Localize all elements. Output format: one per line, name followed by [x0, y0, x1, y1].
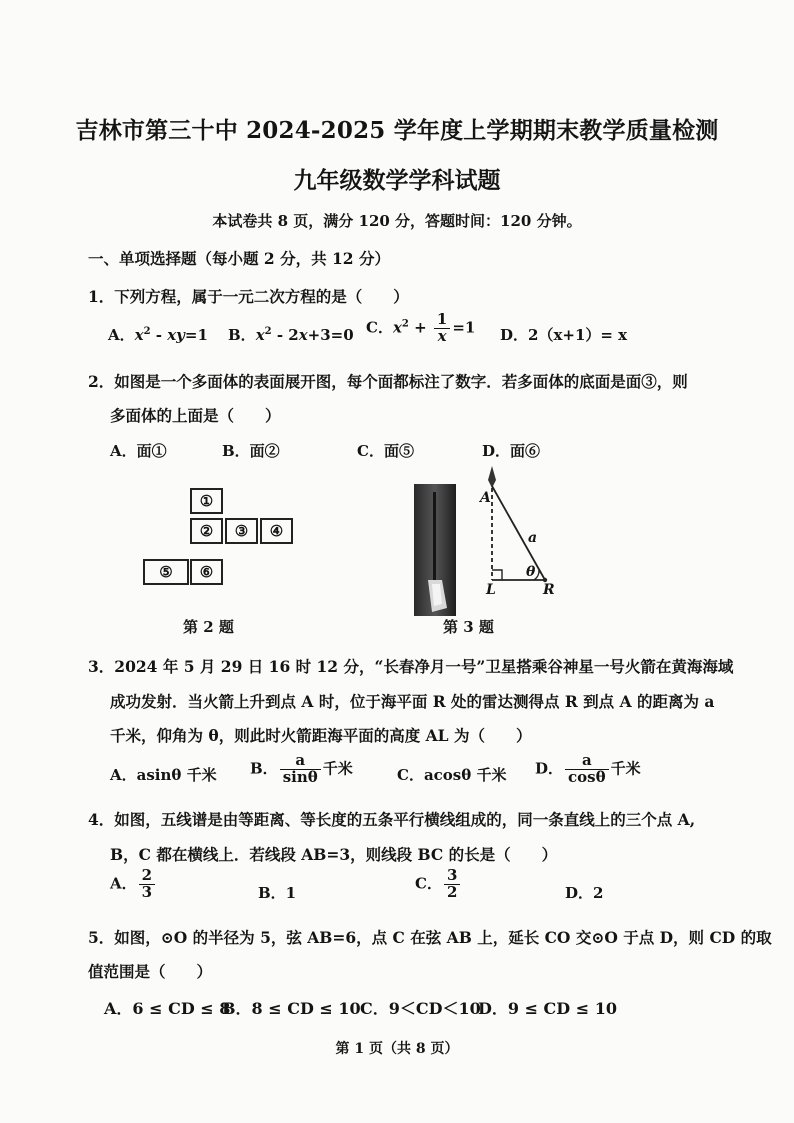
q5-stem-line1: 5．如图，⊙O 的半径为 5，弦 AB=6，点 C 在弦 AB 上，延长 CO 交⊙O 于点 D，则 CD 的取	[88, 928, 772, 947]
q1-option-a-label: A．	[108, 326, 135, 344]
q5-stem-line2: 值范围是（ ）	[88, 962, 213, 981]
q3-stem-line3: 千米，仰角为 θ，则此时火箭距海平面的高度 AL 为（ ）	[110, 726, 532, 745]
q5-option-a: A．6 ≤ CD ≤ 8	[104, 999, 231, 1018]
q3-option-b	[250, 753, 353, 786]
q4-option-b: B．1	[258, 884, 297, 902]
q5-option-d: D．9 ≤ CD ≤ 10	[478, 999, 617, 1018]
q4-option-c-numerator: 3	[444, 868, 460, 885]
net-face-2: ②	[190, 518, 223, 544]
q1-option-d: D．2（x+1）= x	[500, 326, 628, 344]
q3-option-b-unit: 千米	[322, 759, 353, 778]
q4-stem-line2: B，C 都在横线上．若线段 AB=3，则线段 BC 的长是（ ）	[110, 845, 558, 864]
q5-option-c: C．9＜CD＜10	[360, 999, 481, 1018]
q3-option-b-numerator: a	[280, 753, 321, 770]
q1-option-a: A．$x^2 - xy=1$	[108, 326, 208, 344]
q3-option-b-denominator: sinθ	[282, 767, 318, 786]
net-face-6: ⑥	[190, 559, 223, 585]
q4-option-a-numerator: 2	[139, 868, 155, 885]
rocket-tip-icon	[488, 466, 496, 488]
q3-label-r: R	[543, 582, 555, 598]
q2-stem-line1: 2．如图是一个多面体的表面展开图，每个面都标注了数字．若多面体的底面是面③，则	[88, 372, 688, 391]
q3-label-theta: θ	[526, 564, 536, 580]
q2-stem-line2: 多面体的上面是（ ）	[110, 406, 281, 425]
q3-option-d-numerator: a	[565, 753, 609, 770]
q1-option-b-label: B．	[228, 326, 256, 344]
q4-stem-line1: 4．如图，五线谱是由等距离、等长度的五条平行横线组成的，同一条直线上的三个点 A,	[88, 810, 696, 829]
q4-option-c	[415, 868, 462, 901]
q5-option-b: B．8 ≤ CD ≤ 10	[222, 999, 361, 1018]
net-face-4: ④	[260, 518, 293, 544]
q1-option-c-numerator: 1	[434, 312, 450, 329]
figure-caption-q2: 第 2 题	[183, 618, 234, 636]
q2-option-b: B．面②	[222, 442, 280, 460]
q1-option-b: B．$x^2 - 2x+3=0$	[228, 326, 354, 344]
q3-option-d	[535, 753, 641, 786]
right-angle-mark	[492, 570, 502, 580]
q3-option-b-label: B．	[250, 759, 278, 778]
q3-label-a-point: A	[480, 490, 491, 506]
q2-option-c: C．面⑤	[357, 442, 414, 460]
q3-stem-line2: 成功发射．当火箭上升到点 A 时，位于海平面 R 处的雷达测得点 R 到点 A 的距离为 a	[110, 692, 715, 711]
q4-option-d: D．2	[565, 884, 604, 902]
section-heading: 一、单项选择题（每小题 2 分，共 12 分）	[88, 249, 390, 268]
exam-subtitle: 九年级数学学科试题	[293, 167, 501, 194]
exam-info: 本试卷共 8 页，满分 120 分，答题时间：120 分钟。	[212, 212, 582, 230]
q3-option-d-unit: 千米	[610, 759, 641, 778]
q4-option-c-label: C．	[415, 874, 442, 893]
q1-option-c-denominator: x	[437, 326, 447, 345]
q3-stem-line1: 3．2024 年 5 月 29 日 16 时 12 分，“长春净月一号”卫星搭乘谷神星一号火箭在黄海海域	[88, 657, 734, 676]
page-footer: 第 1 页（共 8 页）	[335, 1041, 459, 1057]
q4-option-c-fraction	[444, 868, 460, 901]
q3-label-a-length: a	[528, 530, 538, 546]
q3-triangle-figure	[470, 462, 580, 602]
q1-option-c-fraction	[434, 312, 450, 345]
exam-title: 吉林市第三十中 2024-2025 学年度上学期期末教学质量检测	[75, 117, 719, 144]
net-face-3: ③	[225, 518, 258, 544]
figure-caption-q3: 第 3 题	[443, 618, 494, 636]
q4-option-a	[110, 868, 157, 901]
q1-option-c: C．$x^2$ + $\frac{1}{x}$ =1	[366, 310, 476, 345]
q2-option-d: D．面⑥	[482, 442, 541, 460]
q3-option-d-denominator: cosθ	[568, 767, 606, 786]
q3-label-l: L	[486, 582, 496, 598]
net-face-5: ⑤	[143, 559, 189, 585]
rocket-photo	[414, 484, 456, 616]
q4-option-a-denominator: 3	[141, 882, 153, 901]
net-face-1: ①	[190, 488, 223, 514]
q3-option-d-fraction	[565, 753, 609, 786]
q3-option-d-label: D．	[535, 759, 564, 778]
q3-option-a: A．asinθ 千米	[110, 766, 217, 784]
q4-option-c-denominator: 2	[446, 882, 458, 901]
q4-option-a-fraction	[139, 868, 155, 901]
q3-option-c: C．acosθ 千米	[397, 766, 507, 784]
q2-option-a: A．面①	[110, 442, 167, 460]
q4-option-a-label: A．	[110, 874, 137, 893]
q1-option-c-label: C．	[366, 318, 393, 337]
q1-stem: 1．下列方程，属于一元二次方程的是（ ）	[88, 287, 409, 306]
q3-option-b-fraction	[280, 753, 321, 786]
